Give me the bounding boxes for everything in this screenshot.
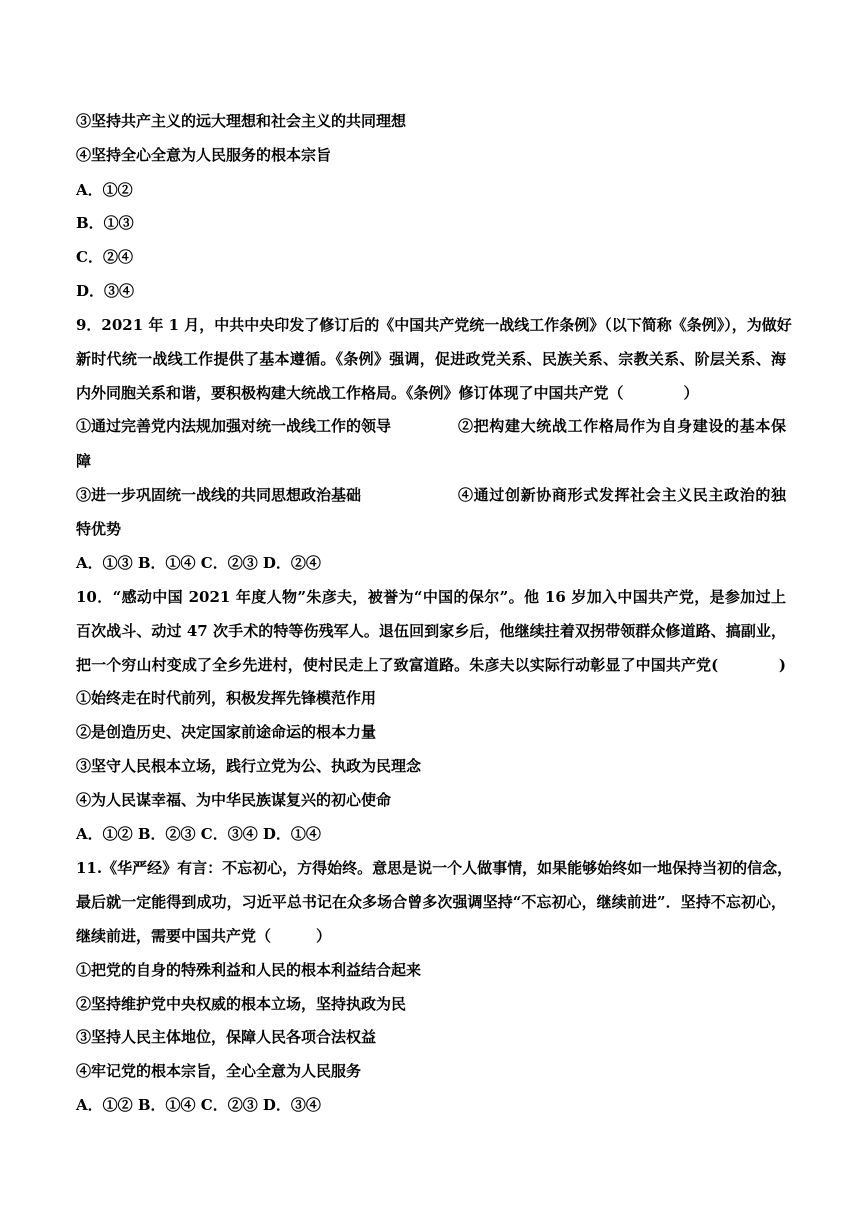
q8-option-3: ③坚持共产主义的远大理想和社会主义的共同理想 <box>76 112 407 130</box>
q11-option-3: ③坚持人民主体地位，保障人民各项合法权益 <box>76 1028 377 1046</box>
q8-choice-d: D．③④ <box>76 282 135 300</box>
q9-option-4-wrap: 特优势 <box>76 520 122 538</box>
q10-option-2: ②是创造历史、决定国家前途命运的根本力量 <box>76 723 377 741</box>
q8-choice-b: B．①③ <box>76 214 134 232</box>
q8-option-4: ④坚持全心全意为人民服务的根本宗旨 <box>76 146 332 164</box>
q11-choices: A．①② B．①④ C．②③ D．③④ <box>76 1096 321 1114</box>
q11-option-4: ④牢记党的根本宗旨，全心全意为人民服务 <box>76 1062 362 1080</box>
q10-choices: A．①② B．②③ C．③④ D．①④ <box>76 825 321 843</box>
q8-choice-c: C．②④ <box>76 248 133 266</box>
q10-option-1: ①始终走在时代前列，积极发挥先锋模范作用 <box>76 689 377 707</box>
q11-stem-line-1: 11.《华严经》有言：不忘初心，方得始终。意思是说一个人做事情，如果能够始终如一地保持当初的信念， <box>76 859 793 877</box>
q10-option-3: ③坚守人民根本立场，践行立党为公、执政为民理念 <box>76 757 422 775</box>
q9-stem-line-1: 9．2021 年 1 月，中共中央印发了修订后的《中国共产党统一战线工作条例》（以下简称《条例》），为做好 <box>76 316 792 334</box>
q11-option-2: ②坚持维护党中央权威的根本立场，坚持执政为民 <box>76 995 407 1013</box>
q11-stem-line-2: 最后就一定能得到成功，习近平总书记在众多场合曾多次强调坚持“不忘初心，继续前进”．坚持不忘初心， <box>76 893 786 911</box>
q11-option-1: ①把党的自身的特殊利益和人民的根本利益结合起来 <box>76 961 422 979</box>
q9-option-2: ②把构建大统战工作格局作为自身建设的基本保 <box>458 417 786 435</box>
q10-stem-line-3: 把一个穷山村变成了全乡先进村，使村民走上了致富道路。朱彦夫以实际行动彰显了中国共产党( ) <box>76 656 786 674</box>
q10-stem-line-2: 百次战斗、动过 47 次手术的特等伤残军人。退伍回到家乡后，他继续拄着双拐带领群众修道路、搞副业， <box>76 622 786 640</box>
q9-option-1: ①通过完善党内法规加强对统一战线工作的领导 <box>76 417 392 435</box>
q9-option-2-wrap: 障 <box>76 452 92 470</box>
q9-stem-line-2: 新时代统一战线工作提供了基本遵循。《条例》强调，促进政党关系、民族关系、宗教关系、阶层关系、海 <box>76 350 786 368</box>
q8-choice-a: A．①② <box>76 181 133 199</box>
q9-choices: A．①③ B．①④ C．②③ D．②④ <box>76 554 321 572</box>
q10-stem-line-1: 10．“感动中国 2021 年度人物”朱彦夫，被誉为“中国的保尔”。他 16 岁加入中国共产党，是参加过上 <box>76 588 786 606</box>
q9-stem-line-3: 内外同胞关系和谐，要积极构建大统战工作格局。《条例》修订体现了中国共产党（ ） <box>76 384 699 402</box>
q10-option-4: ④为人民谋幸福、为中华民族谋复兴的初心使命 <box>76 791 392 809</box>
q11-stem-line-3: 继续前进，需要中国共产党（ ） <box>76 927 332 945</box>
q9-option-4: ④通过创新协商形式发挥社会主义民主政治的独 <box>458 486 786 504</box>
q9-option-3: ③进一步巩固统一战线的共同思想政治基础 <box>76 486 362 504</box>
